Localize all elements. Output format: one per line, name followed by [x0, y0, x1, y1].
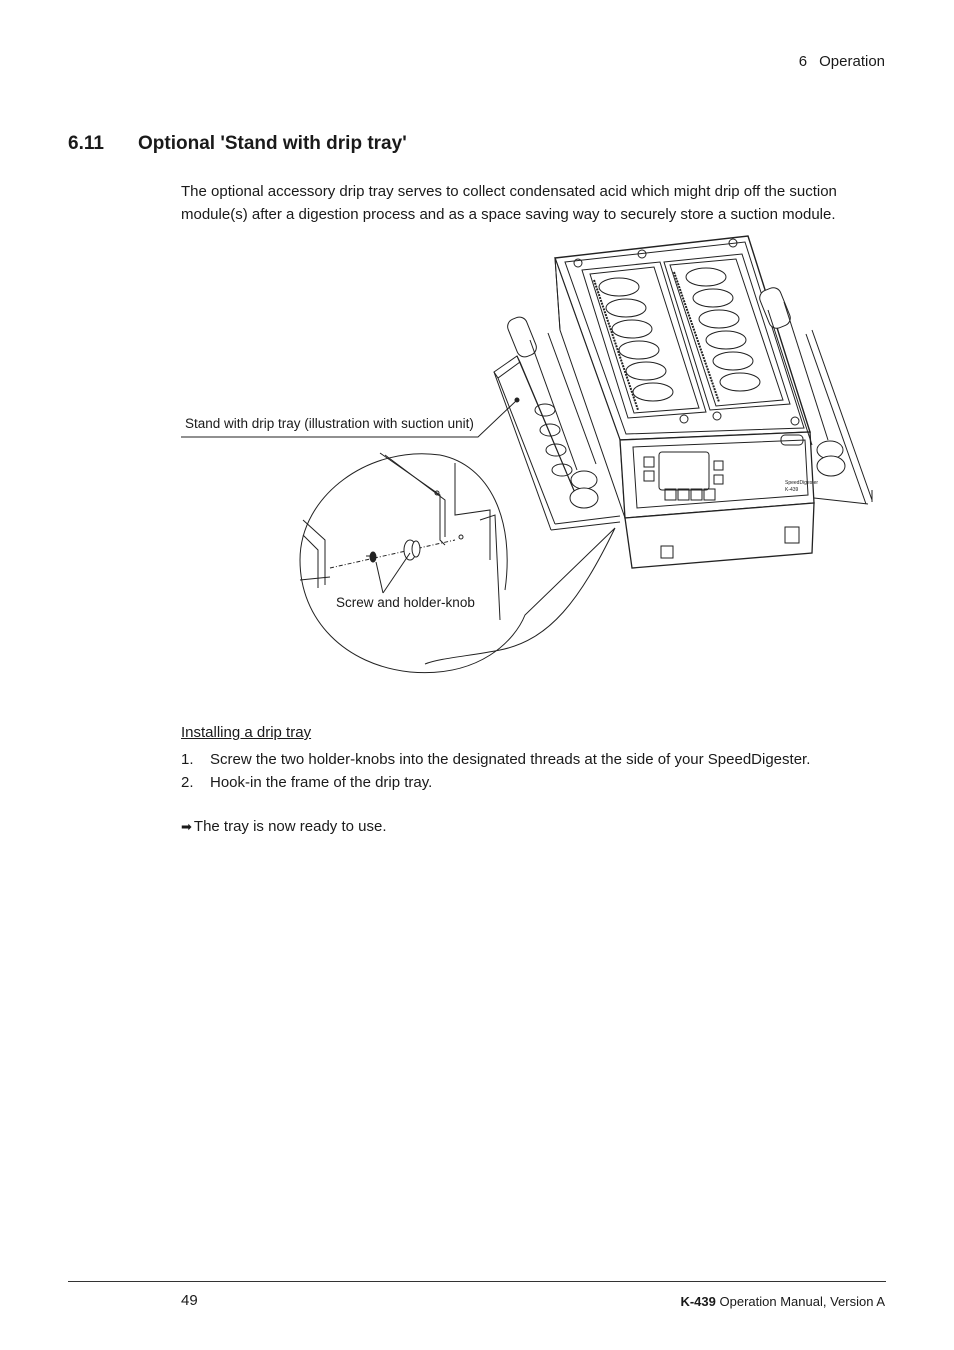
procedure-steps [181, 750, 886, 796]
procedure-heading: Installing a drip tray [181, 724, 312, 741]
footer-divider [68, 1281, 886, 1282]
device-brand-text: SpeedDigester [785, 480, 819, 486]
step-text: Hook-in the frame of the drip tray. [210, 774, 433, 791]
chapter-title: Operation [819, 53, 885, 70]
section-heading [68, 133, 407, 155]
drip-tray-illustration [170, 230, 890, 680]
running-header [799, 53, 885, 70]
procedure-result [181, 818, 387, 835]
list-item [181, 750, 886, 773]
intro-paragraph: The optional accessory drip tray serves to collect condensated acid which might drip off the suction module(s) after a digestion process and as a space saving way to securely store a suction module. [181, 183, 837, 223]
device-model-text: K-439 [785, 487, 799, 493]
stand-label: Stand with drip tray (illustration with suction unit) [185, 416, 474, 431]
footer-document-title [680, 1294, 885, 1309]
section-number: 6.11 [68, 133, 104, 154]
step-number: 2. [181, 774, 194, 791]
manual-title: Operation Manual, Version A [719, 1294, 885, 1309]
result-text: The tray is now ready to use. [193, 818, 387, 835]
step-text: Screw the two holder-knobs into the designated threads at the side of your SpeedDigester. [210, 751, 811, 768]
list-item [181, 773, 886, 796]
step-number: 1. [181, 751, 194, 768]
product-name: K-439 [680, 1294, 716, 1309]
page-number: 49 [181, 1292, 198, 1309]
chapter-number: 6 [798, 53, 808, 70]
screw-knob-label: Screw and holder-knob [336, 595, 475, 610]
section-title: Optional 'Stand with drip tray' [138, 133, 407, 154]
arrow-right-icon: ➡ [181, 819, 192, 834]
detail-magnifier [300, 453, 615, 673]
